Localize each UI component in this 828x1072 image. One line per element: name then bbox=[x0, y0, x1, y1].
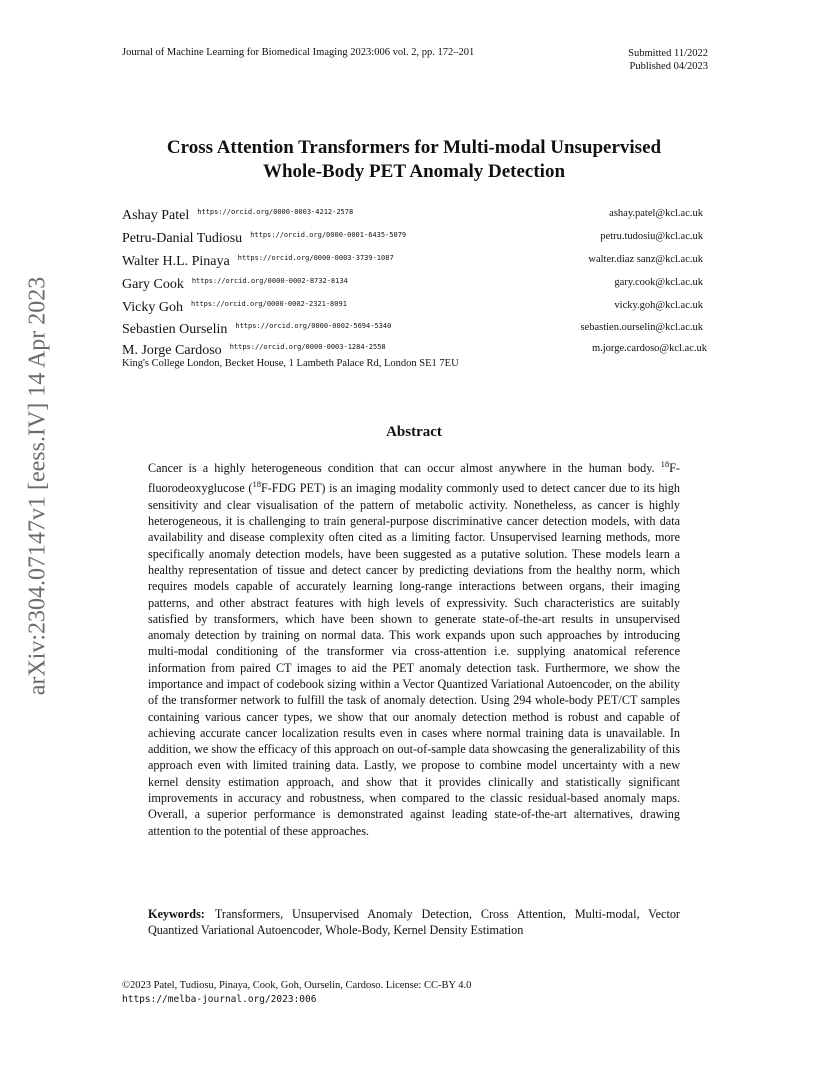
author-name: Ashay Patel bbox=[122, 208, 190, 223]
author-name: Gary Cook bbox=[122, 277, 184, 292]
journal-url[interactable]: https://melba-journal.org/2023:006 bbox=[122, 994, 317, 1005]
author-name: Sebastien Ourselin bbox=[122, 322, 228, 337]
author-row bbox=[122, 275, 707, 295]
keywords-label: Keywords: bbox=[148, 907, 205, 921]
orcid-link[interactable]: https://orcid.org/0000-0001-6435-5079 bbox=[250, 231, 407, 239]
title-line-2: Whole-Body PET Anomaly Detection bbox=[262, 161, 566, 182]
orcid-link[interactable]: https://orcid.org/0000-0002-8732-8134 bbox=[191, 277, 348, 285]
keywords bbox=[148, 906, 680, 939]
paper-title bbox=[100, 136, 728, 184]
author-email[interactable]: walter.diaz sanz@kcl.ac.uk bbox=[588, 254, 703, 265]
submission-dates bbox=[628, 47, 708, 73]
keywords-text: Transformers, Unsupervised Anomaly Detection, Cross Attention, Multi-modal, Vector Quantized Variational Autoencoder, Whole-Body, Kernel Density Estimation bbox=[148, 907, 680, 938]
author-email[interactable]: petru.tudosiu@kcl.ac.uk bbox=[600, 231, 703, 242]
arxiv-sidebar bbox=[8, 276, 68, 696]
affiliation: King's College London, Becket House, 1 Lambeth Palace Rd, London SE1 7EU bbox=[122, 358, 459, 369]
author-row bbox=[122, 206, 707, 226]
author-name: Petru-Danial Tudiosu bbox=[122, 231, 243, 246]
submitted-date: Submitted 11/2022 bbox=[628, 48, 708, 59]
author-email[interactable]: gary.cook@kcl.ac.uk bbox=[614, 277, 703, 288]
isotope-superscript: 18 bbox=[252, 479, 261, 490]
author-email[interactable]: vicky.goh@kcl.ac.uk bbox=[614, 300, 703, 311]
abstract-text-1: Cancer is a highly heterogeneous condition that can occur almost anywhere in the human body. bbox=[148, 461, 661, 476]
author-name: M. Jorge Cardoso bbox=[122, 343, 222, 358]
orcid-link[interactable]: https://orcid.org/0000-0003-3739-1087 bbox=[237, 254, 394, 262]
author-row bbox=[122, 298, 707, 318]
journal-header: Journal of Machine Learning for Biomedical Imaging 2023:006 vol. 2, pp. 172–201 bbox=[122, 47, 475, 58]
author-row bbox=[122, 252, 707, 272]
isotope-superscript: 18 bbox=[660, 459, 670, 469]
abstract-text-2: F-fluorodeoxyglucose ( bbox=[148, 461, 680, 496]
author-email[interactable]: ashay.patel@kcl.ac.uk bbox=[609, 208, 703, 219]
published-date: Published 04/2023 bbox=[629, 61, 708, 72]
license-footer: ©2023 Patel, Tudiosu, Pinaya, Cook, Goh, Ourselin, Cardoso. License: CC-BY 4.0 bbox=[122, 980, 472, 991]
abstract-body bbox=[148, 456, 680, 839]
author-name: Walter H.L. Pinaya bbox=[122, 254, 230, 269]
title-line-1: Cross Attention Transformers for Multi-modal Unsupervised bbox=[166, 137, 662, 158]
orcid-link[interactable]: https://orcid.org/0000-0003-4212-2578 bbox=[197, 208, 354, 216]
abstract-text-3: F-FDG PET) is an imaging modality commonly used to detect cancer due to its high sensitivity and clear visualisation of the pattern of metabolic activity. Nonetheless, as cancer is highly heterogeneous, it is challenging to train general-purpose discriminative cancer detection models, with data availability and disease complexity often cited as a limiting factor. Unsupervised learning methods, more specifically anomaly detection models, have been suggested as a putative solution. These models learn a healthy representation of tissue and detect cancer by predicting deviations from the healthy norm, which requires models capable of accurately learning long-range interactions between organs, their imaging patterns, and other abstract features with high levels of expressivity. Such characteristics are suitably satisfied by transformers, which have been shown to generate state-of-the-art results in unsupervised anomaly detection by training on normal data. This work expands upon such approaches by introducing multi-modal conditioning of the transformer via cross-attention i.e. supplying anatomical reference information from paired CT images to aid the PET anomaly detection task. Furthermore, we show the importance and impact of codebook sizing within a Vector Quantized Variational Autoencoder, on the ability of the transformer network to fulfill the task of anomaly detection. Using 294 whole-body PET/CT samples containing various cancer types, we show that our anomaly detection method is robust and capable of achieving accurate cancer localization results even in cases where normal training data is unavailable. In addition, we show the efficacy of this approach on out-of-sample data showcasing the generalizability of this approach even with limited training data. Lastly, we propose to combine model uncertainty with a new kernel density estimation approach, and show that it provides clinically and statistically significant improvements in accuracy and robustness, when compared to the classic residual-based anomaly maps. Overall, a superior performance is demonstrated against leading state-of-the-art alternatives, drawing attention to the potential of these approaches. bbox=[148, 481, 680, 838]
author-row bbox=[122, 229, 707, 249]
author-email[interactable]: m.jorge.cardoso@kcl.ac.uk bbox=[591, 343, 707, 354]
author-row bbox=[122, 320, 707, 340]
orcid-link[interactable]: https://orcid.org/0000-0003-1284-2558 bbox=[229, 343, 386, 351]
orcid-link[interactable]: https://orcid.org/0000-0002-5694-5340 bbox=[235, 322, 392, 330]
orcid-link[interactable]: https://orcid.org/0000-0002-2321-8091 bbox=[190, 300, 347, 308]
author-name: Vicky Goh bbox=[122, 300, 183, 315]
arxiv-identifier: arXiv:2304.07147v1 [eess.IV] 14 Apr 2023 bbox=[24, 276, 51, 696]
abstract-heading: Abstract bbox=[386, 424, 442, 440]
author-email[interactable]: sebastien.ourselin@kcl.ac.uk bbox=[580, 322, 703, 333]
